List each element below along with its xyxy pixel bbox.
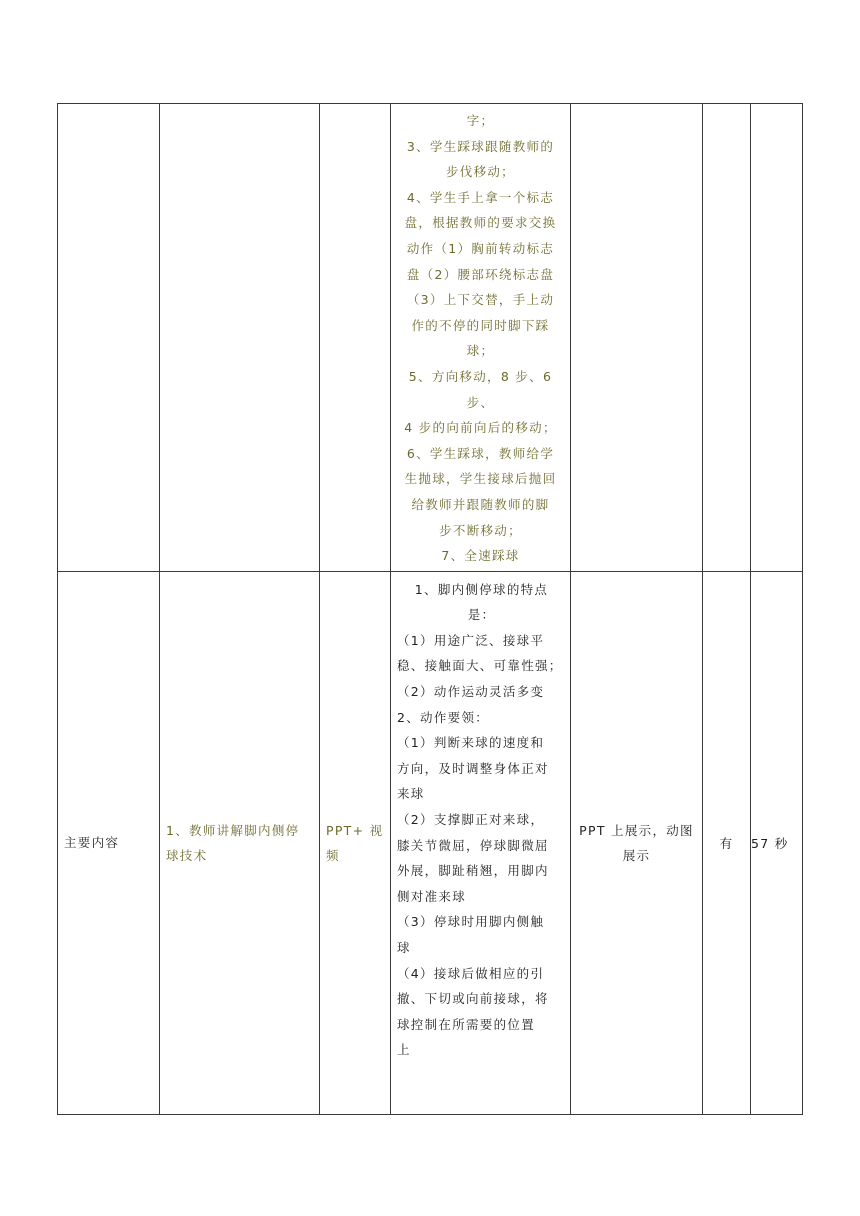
content-line: 上 — [397, 1042, 411, 1058]
content-line: 作的不停的同时脚下踩 — [411, 317, 550, 333]
media-cell — [320, 104, 391, 572]
activity-cell — [160, 571, 320, 1114]
content-line: （3）上下交替，手上动 — [406, 292, 555, 308]
display-cell — [571, 104, 703, 572]
content-line: 4 步的向前向后的移动； — [404, 420, 557, 436]
content-line: 6、学生踩球，教师给学 — [406, 445, 555, 461]
duration-cell — [751, 571, 803, 1114]
content-line: 3、学生踩球跟随教师的 — [406, 138, 555, 154]
lesson-plan-table — [57, 103, 803, 1115]
media-cell — [320, 571, 391, 1114]
content-line: 2、动作要领： — [397, 709, 490, 725]
content-line: 动作（1）胸前转动标志 — [406, 240, 555, 256]
content-line: 侧对准来球 — [397, 888, 467, 904]
content-line: （4）接球后做相应的引 — [397, 965, 545, 981]
content-line: 5、方向移动，8 步、6 步、 — [408, 368, 553, 410]
content-line: （1）判断来球的速度和 — [397, 735, 545, 751]
content-line: （2）支撑脚正对来球， — [397, 812, 545, 828]
content-line: 撤、下切或向前接球，将 — [397, 991, 549, 1007]
has-cell — [703, 104, 751, 572]
content-line: 是： — [467, 607, 496, 623]
content-line: 盘（2）腰部环绕标志盘 — [406, 266, 555, 282]
duration-value: 57 秒 — [751, 835, 789, 851]
content-line: 4、学生手上拿一个标志 — [406, 189, 555, 205]
content-line: 字； — [466, 113, 495, 128]
activity-line: 1、教师讲解脚内侧停 — [166, 822, 300, 838]
content-line: 给教师并跟随教师的脚 — [411, 496, 550, 512]
section-cell — [58, 104, 160, 572]
has-cell — [703, 571, 751, 1114]
content-line: 7、全速踩球 — [441, 548, 520, 564]
display-line: PPT 上展示，动图 — [579, 822, 694, 838]
content-line: 方向，及时调整身体正对 — [397, 760, 549, 776]
content-cell — [391, 104, 571, 572]
section-label: 主要内容 — [64, 835, 120, 851]
content-line: 1、脚内侧停球的特点 — [414, 581, 549, 597]
content-line: 步伐移动； — [445, 164, 515, 180]
content-line: 球； — [466, 343, 495, 359]
content-lines — [391, 104, 570, 571]
activity-cell — [160, 104, 320, 572]
content-line: （3）停球时用脚内侧触 — [397, 914, 545, 930]
activity-line: 球技术 — [166, 847, 208, 863]
section-cell — [58, 571, 160, 1114]
content-line: 膝关节微屈，停球脚微屈 — [397, 837, 549, 853]
content-cell — [391, 571, 571, 1114]
content-line: （1）用途广泛、接球平 — [397, 632, 545, 648]
content-line: （2）动作运动灵活多变 — [397, 684, 545, 700]
display-line: 展示 — [622, 847, 651, 863]
content-line: 球 — [397, 940, 411, 955]
content-line: 盘，根据教师的要求交换 — [404, 215, 557, 231]
content-lines — [391, 572, 570, 1065]
table-row — [58, 571, 803, 1114]
table-row — [58, 104, 803, 572]
media-line: PPT+ 视 — [326, 822, 384, 838]
content-line: 来球 — [397, 786, 425, 802]
display-cell — [571, 571, 703, 1114]
content-line: 外展，脚趾稍翘，用脚内 — [397, 863, 549, 879]
content-line: 稳、接触面大、可靠性强； — [397, 658, 563, 674]
content-line: 步不断移动； — [439, 522, 522, 538]
duration-cell — [751, 104, 803, 572]
has-value: 有 — [719, 835, 734, 851]
content-line: 球控制在所需要的位置 — [397, 1016, 536, 1032]
media-line: 频 — [326, 847, 340, 863]
content-line: 生抛球，学生接球后抛回 — [404, 471, 557, 487]
